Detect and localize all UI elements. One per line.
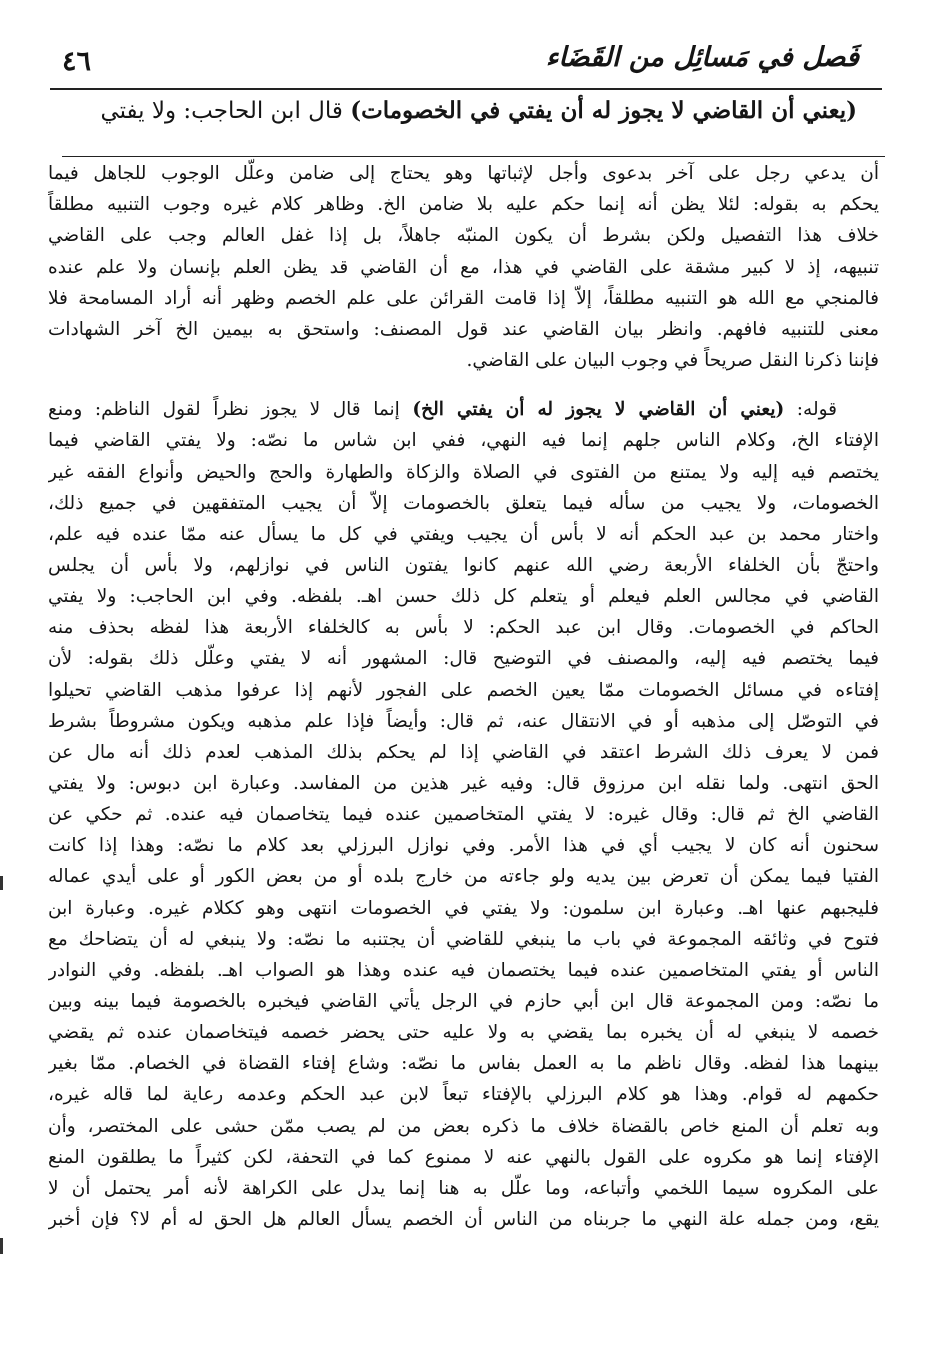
commentary (48, 158, 879, 1235)
text-line: تنبيهه، إذ لا كبير مشقة على القاضي في هذا، مع أن القاضي قد يظن العلم بإنسان ولا علم عنده (48, 256, 879, 278)
text-line: خصمه لا ينبغي له أن يخبره بما يقضي به ولا عليه حتى يحضر خصمه فيتخاصمان عنده ثم يقضي (48, 1022, 879, 1044)
text-line: الإفتاء الخ، وكلام الناس جلهم إنما فيه النهي، ففي ابن شاس ما نصّه: ولا يفتي القاضي فيما (48, 430, 879, 452)
chapter-title: فَصل في مَسائِل من القَضَاء (545, 42, 859, 73)
text-line: الحاكم في الخصومات. وقال ابن عبد الحكم: لا بأس به كالخلفاء الأربعة هذا لفظه بحذف منه (48, 617, 879, 639)
quote-rest: إنما قال لا يجوز نظراً لقول الناظم: ومنع (48, 399, 413, 421)
text-line: في التوصّل إلى مذهبه أو في الانتقال عنه، ثم قال: وأيضاً فإذا علم مذهبه ويكون مشروطاً بشرط (48, 710, 879, 732)
footnote-divider (62, 156, 885, 157)
header-divider (50, 88, 882, 90)
text-line: بينهما هذا لفظه. وقال ناظم ما به العمل بفاس ما نصّه: وشاع إفتاء القضاة في الخصام. ممّا بغير (48, 1053, 879, 1075)
text-line: فالمنجي مع الله هو التنبيه مطلقاً، إلاّ إذا قامت القرائن على علم الخصم وظهر أنه أراد المسامحة فلا (48, 287, 879, 309)
commentary-paragraph-1 (48, 158, 879, 376)
text-line: الإفتاء إنما هو مكروه على القول بالنهي عنه لا ممنوع كما في التحفة، لكن كثيراً ما يطلقون المنع (48, 1146, 879, 1168)
text-line: يحكم به بقوله: لئلا يظن أنه إنما حكم عليه بلا ضامن الخ. وظاهر كلام غيره وجوب التنبيه مطلقاً (48, 194, 879, 216)
text-line: الخصومات، ولا يجيب من سأله فيما يتعلق بالخصومات إلاّ أن يجيب المتفقهين في جميع ذلك، (48, 492, 879, 514)
text-line: معنى للتنبيه فافهم. وانظر بيان القاضي عند قول المصنف: واستحق به بيمين الخ آخر الشهادات (48, 318, 879, 340)
commentary-paragraph-2 (48, 394, 879, 1235)
scan-edge-mark (0, 876, 3, 890)
text-line: وبه تعلم أن المنع خاص بالقضاة خلاف ما ذكره بعض من لم يصب ممّن حشى على المختصر، وأن (48, 1115, 879, 1137)
text-line: خلاف هذا التفصيل ولكن بشرط أن يكون المنبّه جاهلاً، بل إذا غفل العالم وجب على القاضي (48, 225, 879, 247)
text-line: فليجبهم عنها اهـ. وعبارة ابن سلمون: ولا يفتي في الخصومات انتهى وهو ككلام غيره. وعبارة ابن (48, 897, 879, 919)
quote-prefix: قوله: (784, 399, 837, 421)
text-line: فيما يختصم فيه إليه، والمصنف في التوضيح قال: المشهور أنه لا يفتي وعلّل ذلك بقوله: لأن (48, 648, 879, 670)
text-line: إفتاءه في مسائل الخصومات ممّا يعين الخصم على الفجور لأنهم إذا عرفوا مذهب القاضي تحيلوا (48, 679, 879, 701)
text-line: سحنون أنه كان لا يجيب أي في هذا الأمر. وفي نوازل البرزلي بعد كلام ما نصّه: وهذا إذا كانت (48, 835, 879, 857)
text-line: يقع، ومن جمله علة النهي ما جربناه من الناس أن الخصم يسأل العالم هل الحق له أم لا؟ فإن أخبر (48, 1208, 879, 1230)
text-line: القاضي الخ ثم قال: وقال غيره: لا يفتي المتخاصمين عنده فيما يتخاصمان فيه عنده. ثم حكي عن (48, 804, 879, 826)
text-line: الحق انتهى. ولما نقله ابن مرزوق قال: وفيه غير هذين من المفاسد. وعبارة ابن دبوس: ولا يفتي (48, 773, 879, 794)
page-number: ٤٦ (62, 46, 92, 77)
text-line: يختصم فيه إليه ولا يمتنع من الفتوى في الصلاة والزكاة والطهارة والحج والحيض وأنواع الفقه غير (48, 461, 879, 483)
text-line: فتوح في وثائقه المجموعة في باب ما ينبغي للقاضي أن يجتنبه ما نصّه: ولا ينبغي له أن يتضاحك مع (48, 928, 879, 950)
text-line: حكمهم له قوام. وهذا هو كلام البرزلي بالإفتاء تبعاً لابن عبد الحكم وعدمه رعاية لما قاله غيره، (48, 1084, 879, 1106)
text-line: الناس أو يفتي المتخاصمين عنده فيما يختصمان فيه عنده وهذا هو الصواب اهـ. بلفظه. وفي النوادر (48, 959, 879, 981)
text-line: واختار محمد بن عبد الحكم أنه لا بأس أن يجيب ويفتي في كل ما يسأل عنه ممّا عنده فيه علم، (48, 523, 879, 545)
text-line: فإننا ذكرنا النقل صريحاً في وجوب البيان على القاضي. (466, 350, 879, 372)
text-line: واحتجّ بأن الخلفاء الأربعة رضي الله عنهم كانوا يفتون الناس في نوازلهم، ولا بأس أن يجلس (48, 555, 879, 577)
text-line: على المكروه سيما اللخمي وأتباعه، وما علّل به هنا إنما يدل على الكراهة لأنه أمر يحتمل أن لا (48, 1177, 879, 1199)
main-text-line (58, 94, 857, 128)
main-text-bold: (يعني أن القاضي لا يجوز له أن يفتي في الخصومات) (350, 97, 857, 124)
scan-edge-mark (0, 1238, 3, 1254)
text-line: القاضي في مجالس العلم فيعلم أو يتعلم كل ذلك حسن اهـ. بلفظه. وفي ابن الحاجب: ولا يفتي (48, 586, 879, 608)
text-line (48, 394, 879, 425)
text-line: فمن لا يعرف ذلك الشرط اعتقد في القاضي إذا لم يحكم بذلك المذهب لعدم ذلك أنه مال عن (48, 741, 879, 763)
text-line: الفتيا فيما يمكن أن تعرض بين يديه ولو جاءته من خارج بلده أو من بعض الكور أو على أيدي عماله (48, 866, 879, 888)
running-header (62, 40, 859, 86)
text-line: أن يدعي رجل على آخر بدعوى وأجل لإثباتها وهو يحتاج إلى ضامن وعلّل الوجوب للجاهل فيما (48, 163, 879, 184)
quoted-phrase: (يعني أن القاضي لا يجوز له أن يفتي الخ) (412, 399, 785, 421)
text-line: ما نصّه: ومن المجموعة قال ابن أبي حازم في الرجل يأتي القاضي فيخبره بالخصومة فيما بينه وبين (48, 990, 879, 1012)
main-text-rest: قال ابن الحاجب: ولا يفتي (100, 98, 351, 124)
